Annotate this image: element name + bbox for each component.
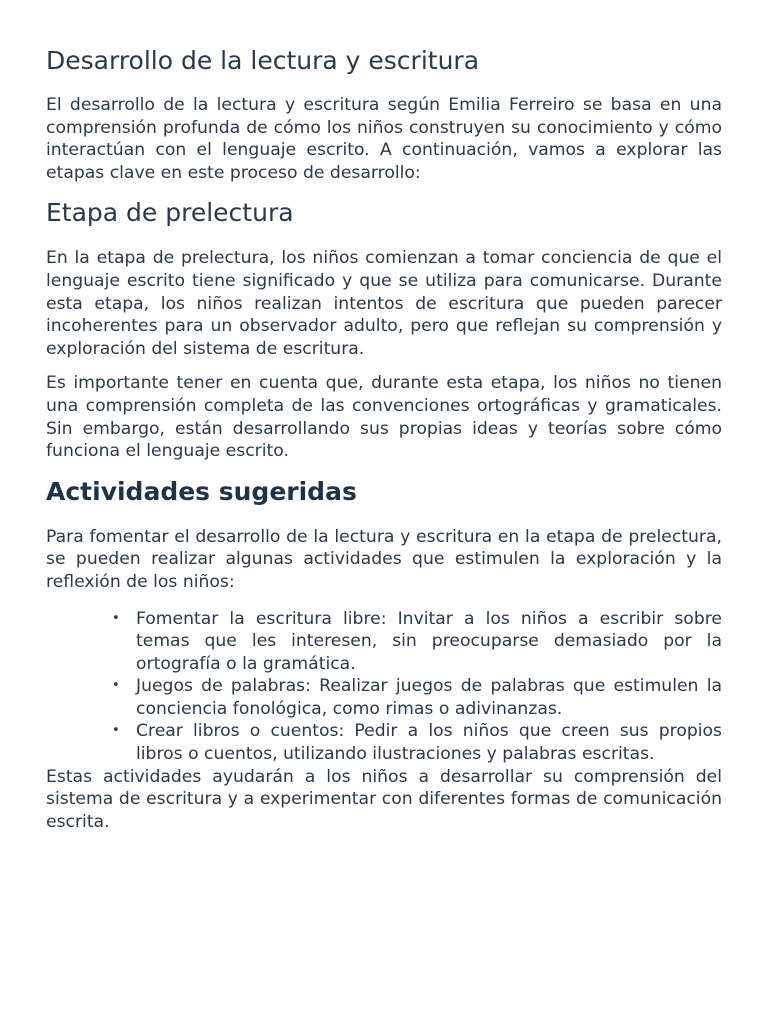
intro-paragraph: El desarrollo de la lectura y escritura según Emilia Ferreiro se basa en una comprensión profunda de cómo los niños construyen su conocimiento y cómo interactúan con el lenguaje escrito. A continuación, vamos a explorar las etapas clave en este proceso de desarrollo:: [46, 95, 722, 183]
bullet-icon: •: [112, 678, 120, 694]
section-heading-actividades: Actividades sugeridas: [46, 476, 357, 506]
list-item: [112, 675, 722, 720]
activities-list: [46, 608, 722, 766]
list-item: [112, 720, 722, 765]
prelectura-paragraph-2: Es importante tener en cuenta que, durante esta etapa, los niños no tienen una comprensión completa de las convenciones ortográficas y gramaticales. Sin embargo, están desarrollando sus propias ideas y teorías sobre cómo funciona el lenguaje escrito.: [46, 373, 722, 462]
actividades-intro-paragraph: Para fomentar el desarrollo de la lectura y escritura en la etapa de prelectura, se pueden realizar algunas actividades que estimulen la exploración y la reflexión de los niños:: [46, 526, 722, 592]
list-item-text: Fomentar la escritura libre: Invitar a los niños a escribir sobre temas que les interesen, sin preocuparse demasiado por la ortografía o la gramática.: [136, 608, 722, 674]
list-item-text: Juegos de palabras: Realizar juegos de palabras que estimulen la conciencia fonológica, como rimas o adivinanzas.: [136, 676, 722, 719]
list-item: [112, 608, 722, 676]
bullet-icon: •: [112, 610, 120, 626]
bullet-icon: •: [112, 723, 120, 739]
prelectura-paragraph-1: En la etapa de prelectura, los niños comienzan a tomar conciencia de que el lenguaje escrito tiene significado y que se utiliza para comunicarse. Durante esta etapa, los niños realizan intentos de escritura que pueden parecer incoherentes para un observador adulto, pero que reflejan su comprensión y exploración del sistema de escritura.: [46, 248, 722, 359]
page-title: Desarrollo de la lectura y escritura: [46, 46, 480, 75]
closing-paragraph: Estas actividades ayudarán a los niños a desarrollar su comprensión del sistema de escritura y a experimentar con diferentes formas de comunicación escrita.: [46, 766, 722, 832]
section-heading-prelectura: Etapa de prelectura: [46, 198, 294, 228]
list-item-text: Crear libros o cuentos: Pedir a los niños que creen sus propios libros o cuentos, utilizando ilustraciones y palabras escritas.: [136, 721, 722, 765]
